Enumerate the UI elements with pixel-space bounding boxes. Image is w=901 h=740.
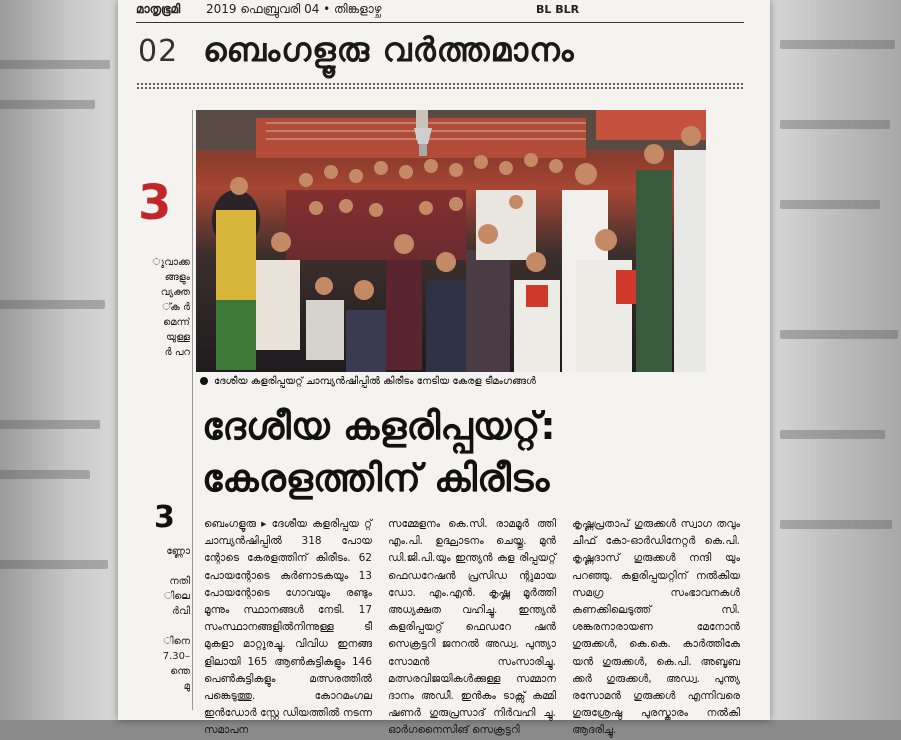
side-column-number: 3 bbox=[154, 500, 175, 535]
headline-line-2: കേരളത്തിന് കിരീടം bbox=[202, 456, 550, 500]
column-divider bbox=[192, 110, 193, 710]
newspaper-page bbox=[118, 0, 770, 737]
article-headline bbox=[202, 400, 742, 504]
page-number: 02 bbox=[138, 34, 179, 69]
article-column-1: ബെംഗളൂരു ▸ ദേശീയ കളരിപ്പയ റ്റ് ചാമ്പ്യൻഷിപ്പിൽ 318 പോയ ന്റോടെ കേരളത്തിന് കിരീടം. 62 പോയന്റോടെ കർണാടകയും 13 പോയന്റോടെ ഗോവയും രണ്ടും മൂന്നും സ്ഥാനങ്ങൾ നേടി. 17 സംസ്ഥാനങ്ങളിൽനിന്നുള്ള ടീ മുകളാ മാറ്റുരച്ചു. വിവിധ ഇനങ്ങ ളിലായി 165 ആൺകുട്ടികളും 146 പെൺകുട്ടികളും മത്സരത്തിൽ പങ്കെടുത്തു. കോറമംഗല ഇൻഡോർ സ്റ്റേ ഡിയത്തിൽ നടന്ന സമാപന bbox=[204, 518, 372, 737]
team-photo bbox=[196, 110, 706, 372]
photo-caption: ദേശീയ കളരിപ്പയറ്റ് ചാമ്പ്യൻഷിപ്പിൽ കിരീടം നേടിയ കേരള ടീമംഗങ്ങൾ bbox=[200, 376, 536, 387]
edition-code: BL BLR bbox=[536, 3, 580, 16]
page-header bbox=[136, 0, 756, 22]
dateline: 2019 ഫെബ്രുവരി 04 • തിങ്കളാഴ്ച bbox=[206, 2, 382, 16]
section-title: ബെംഗളൂരു വർത്തമാനം bbox=[203, 30, 575, 69]
caption-bullet-icon bbox=[200, 377, 208, 385]
dotted-divider bbox=[136, 82, 744, 90]
side-column-text-top: ുവാക്ക ങ്ങളും വ്യക്ത ്ക ർ മെന്ന് യുള്ള ർ പറ bbox=[152, 257, 190, 358]
side-column-text-bottom: ണ്ണോ നതി ിലെ ർവി ിനെ 7.30– ന്തെ മു bbox=[162, 546, 190, 692]
side-red-letter: 3 bbox=[138, 175, 172, 231]
article-column-3: കൃഷ്ണപ്രതാപ് ഗുരുക്കൾ സ്വാഗ തവും ചീഫ് കോ-ഓർഡിനേറ്റർ കെ.പി. കൃഷ്ണദാസ് ഗുരുക്കൾ നന്ദി യും പറഞ്ഞു. കളരിപ്പയറ്റിന് നൽകിയ സമഗ്ര സംഭാവനകൾ കണക്കിലെടുത്ത് സി. ശങ്കരനാരായണ മേനോൻ ഗുരുക്കൾ, കെ.കെ. കാർത്തികേ യൻ ഗുരുക്കൾ, കെ.പി. അബൂബ ക്കർ ഗുരുക്കൾ, അഡ്വ. പുന്ത്യ രസോമൻ ഗുരുക്കൾ എന്നിവരെ ഗുരുശ്രേഷ്ഠ പുരസ്കാരം നൽകി ആദരിച്ചു. bbox=[572, 518, 740, 737]
team-photo-illustration bbox=[196, 110, 706, 372]
article-body bbox=[204, 516, 750, 737]
header-rule bbox=[136, 22, 744, 23]
masthead: മാതൃഭൂമി bbox=[136, 2, 181, 16]
blurred-background-left bbox=[0, 0, 118, 720]
blurred-background-right bbox=[770, 0, 901, 720]
headline-line-1: ദേശീയ കളരിപ്പയറ്റ്: bbox=[202, 404, 556, 448]
article-column-2: സമ്മേളനം കെ.സി. രാമമൂർ ത്തി എം.പി. ഉദ്ഘാടനം ചെയ്തു. മുൻ ഡി.ജി.പി.യും ഇന്ത്യൻ കള രിപ്പയറ്റ് ഫെഡറേഷൻ പ്രസിഡ ന്റുമായ ഡോ. എം.എൻ. കൃഷ്ണ മൂർത്തി അധ്യക്ഷത വഹിച്ചു. ഇന്ത്യൻ കളരിപ്പയറ്റ് ഫെഡറേ ഷൻ സെക്രട്ടറി ജനറൽ അഡ്വ. പുന്ത്യാ സോമൻ സംസാരിച്ചു. മത്സരവിജയികൾക്കുള്ള സമ്മാന ദാനം അഡീ. ഇൻകം ടാക്സ് കമ്മി ഷണർ ഗുരുപ്രസാദ് നിർവഹി ച്ചു. ഓർഗനൈസിങ് സെക്രട്ടറി bbox=[388, 518, 556, 737]
